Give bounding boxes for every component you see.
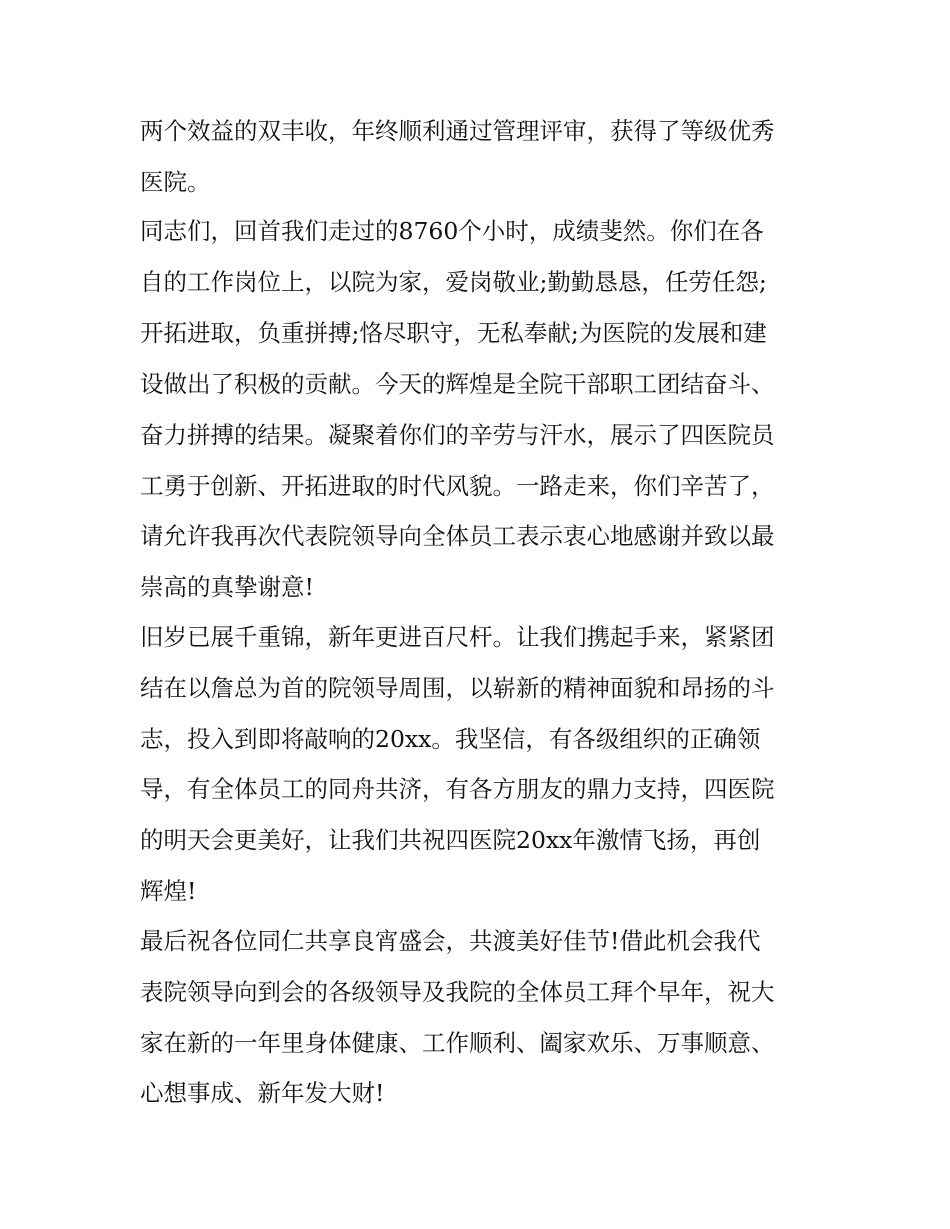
text-line: 奋力拼搏的结果。凝聚着你们的辛劳与汗水，展示了四医院员 — [140, 421, 775, 449]
text-line: 表院领导向到会的各级领导及我院的全体员工拜个早年，祝大 — [140, 978, 775, 1006]
text-line: 同志们，回首我们走过的8760个小时，成绩斐然。你们在各 — [140, 217, 764, 245]
text-line: 旧岁已展千重锦，新年更进百尺杆。让我们携起手来，紧紧团 — [140, 623, 775, 651]
text-line: 医院。 — [140, 168, 211, 196]
text-line: 崇高的真挚谢意! — [140, 573, 314, 601]
text-line: 心想事成、新年发大财! — [140, 1079, 385, 1107]
text-line: 两个效益的双丰收，年终顺利通过管理评审，获得了等级优秀 — [140, 117, 775, 145]
text-line: 请允许我再次代表院领导向全体员工表示衷心地感谢并致以最 — [140, 522, 775, 550]
text-line: 辉煌! — [140, 877, 197, 905]
text-line: 志，投入到即将敲响的20xx。我坚信，有各级组织的正确领 — [140, 725, 761, 753]
text-line: 家在新的一年里身体健康、工作顺利、阖家欢乐、万事顺意、 — [140, 1029, 775, 1057]
text-line: 开拓进取，负重拼搏;恪尽职守，无私奉献;为医院的发展和建 — [140, 319, 767, 347]
text-line: 的明天会更美好，让我们共祝四医院20xx年激情飞扬，再创 — [140, 826, 761, 854]
text-line: 工勇于创新、开拓进取的时代风貌。一路走来，你们辛苦了， — [140, 472, 775, 500]
text-line: 结在以詹总为首的院领导周围，以崭新的精神面貌和昂扬的斗 — [140, 674, 775, 702]
text-line: 自的工作岗位上，以院为家，爱岗敬业;勤勤恳恳，任劳任怨; — [140, 268, 767, 296]
text-line: 设做出了积极的贡献。今天的辉煌是全院干部职工团结奋斗、 — [140, 370, 775, 398]
text-line: 导，有全体员工的同舟共济，有各方朋友的鼎力支持，四医院 — [140, 775, 775, 803]
text-line: 最后祝各位同仁共享良宵盛会，共渡美好佳节!借此机会我代 — [140, 927, 761, 955]
